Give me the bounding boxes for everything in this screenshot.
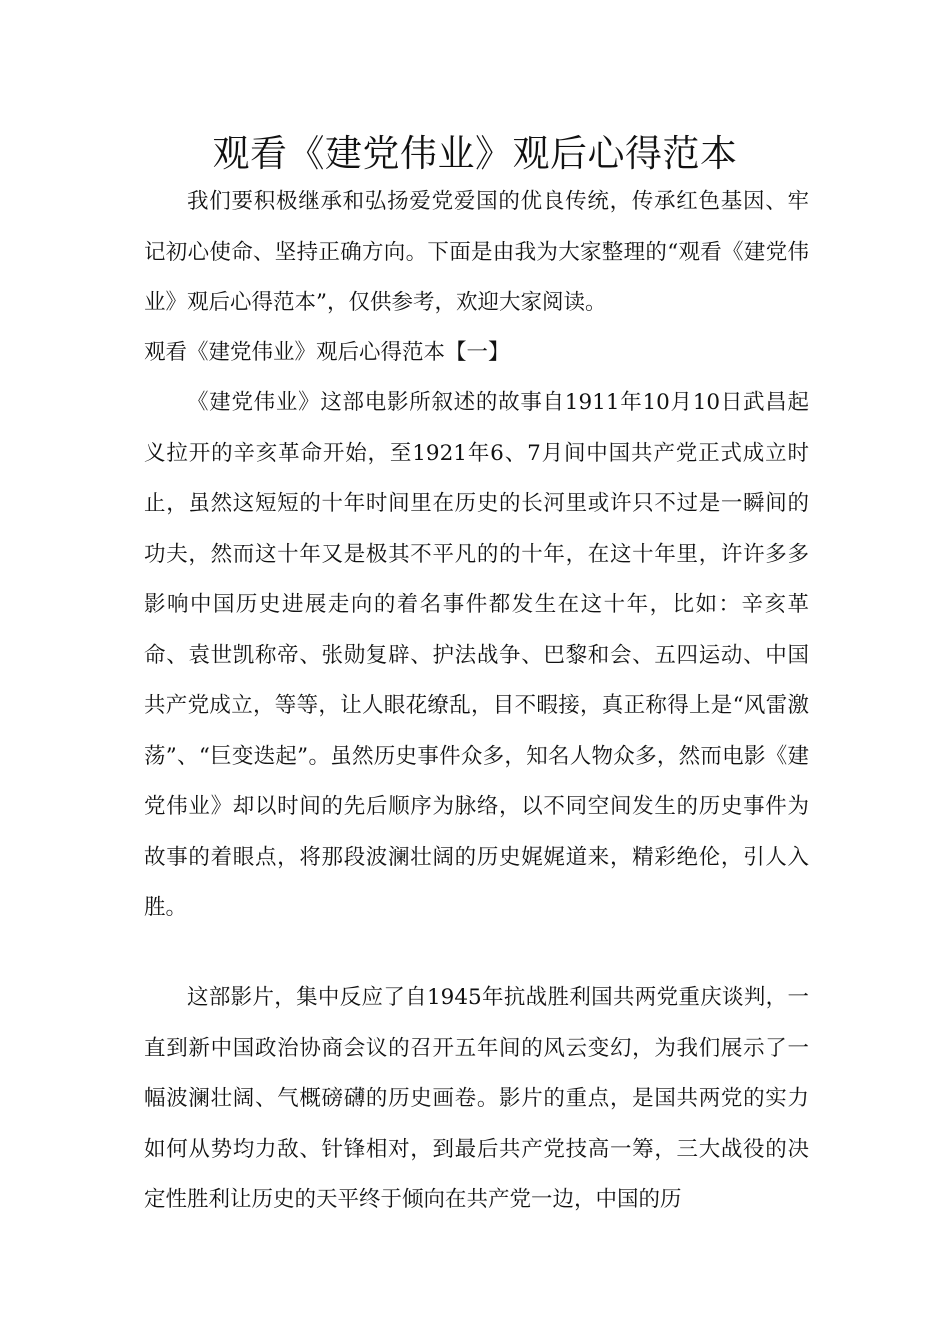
document-title: 观看《建党伟业》观后心得范本 [212, 132, 738, 175]
intro-paragraph: 我们要积极继承和弘扬爱党爱国的优良传统，传承红色基因、牢记初心使命、坚持正确方向。下面是由我为大家整理的“观看《建党伟业》观后心得范本”，仅供参考，欢迎大家阅读。 [144, 189, 809, 315]
body-paragraph: 《建党伟业》这部电影所叙述的故事自1911年10月10日武昌起义拉开的辛亥革命开始，至1921年6、7月间中国共产党正式成立时止，虽然这短短的十年时间里在历史的长河里或许只不过是一瞬间的功夫，然而这十年又是极其不平凡的的十年，在这十年里，许许多多影响中国历史进展走向的着名事件都发生在这十年，比如：辛亥革命、袁世凯称帝、张勋复辟、护法战争、巴黎和会、五四运动、中国共产党成立，等等，让人眼花缭乱，目不暇接，真正称得上是“风雷激荡”、“巨变迭起”。虽然历史事件众多，知名人物众多，然而电影《建党伟业》却以时间的先后顺序为脉络，以不同空间发生的历史事件为故事的着眼点，将那段波澜壮阔的历史娓娓道来，精彩绝伦，引人入胜。 [144, 390, 809, 920]
body-paragraph: 这部影片，集中反应了自1945年抗战胜利国共两党重庆谈判，一直到新中国政治协商会议的召开五年间的风云变幻，为我们展示了一幅波澜壮阔、气概磅礴的历史画卷。影片的重点，是国共两党的实力如何从势均力敌、针锋相对，到最后共产党技高一筹，三大战役的决定性胜利让历史的天平终于倾向在共产党一边，中国的历 [144, 985, 809, 1212]
section-heading: 观看《建党伟业》观后心得范本【一】 [144, 340, 510, 365]
